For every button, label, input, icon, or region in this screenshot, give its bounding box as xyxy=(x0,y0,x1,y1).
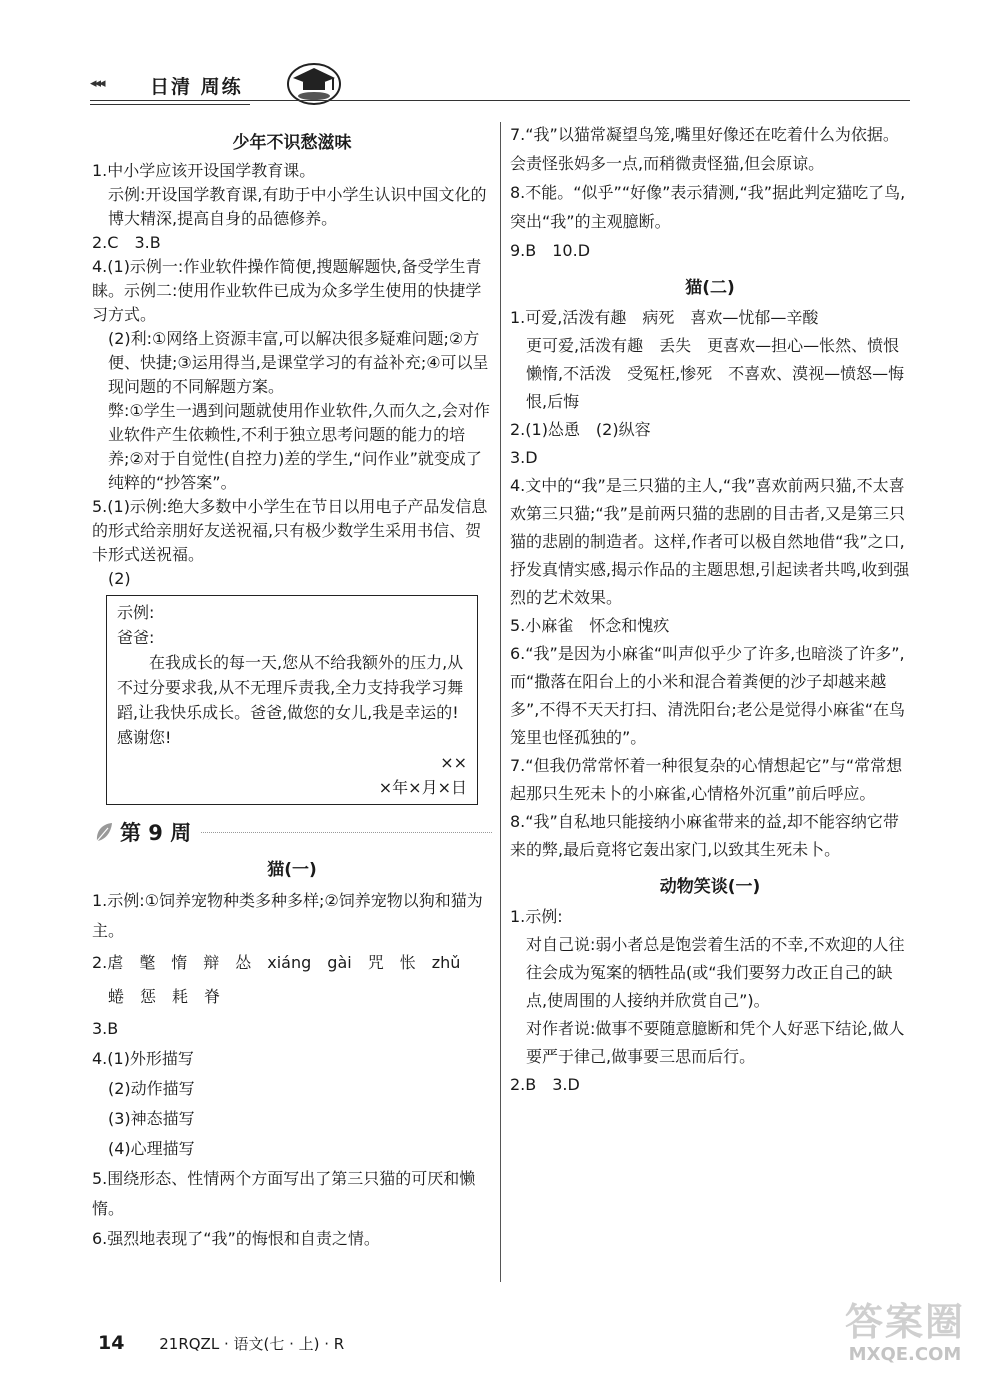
answer-item: 2.虐 氅 惰 辩 怂 xiáng gài 咒 怅 zhǔ xyxy=(92,953,461,972)
answer-item: 2.(1)怂恿 (2)纵容 xyxy=(510,420,651,439)
letter-label: 示例: xyxy=(117,603,155,622)
page-header xyxy=(90,68,910,108)
week-heading xyxy=(94,817,492,847)
answer-item: 5.围绕形态、性情两个方面写出了第三只猫的可厌和懒惰。 xyxy=(92,1169,476,1218)
answer-item: 4.(1)示例一:作业软件操作简便,搜题解题快,备受学生青睐。示例二:使用作业软件已成为众多学生使用的快捷学习方式。 xyxy=(92,257,482,324)
answer-item: 1.可爱,活泼有趣 病死 喜欢—忧郁—辛酸 xyxy=(510,308,819,327)
answer-item: 示例:开设国学教育课,有助于中小学生认识中国文化的博大精深,提高自身的品德修养。 xyxy=(108,185,487,228)
header-rule xyxy=(90,100,910,101)
answer-item: 5.小麻雀 怀念和愧疚 xyxy=(510,616,670,635)
header-rule-short xyxy=(90,104,250,105)
answer-item: 3.D xyxy=(510,448,538,467)
answer-item: 8.不能。“似乎”“好像”表示猜测,“我”据此判定猫吃了鸟,突出“我”的主观臆断。 xyxy=(510,183,906,231)
answer-item: 9.B 10.D xyxy=(510,241,591,260)
answer-item: 蜷 惩 耗 脊 xyxy=(108,987,221,1006)
answer-item: 1.示例:①饲养宠物种类多种多样;②饲养宠物以狗和猫为主。 xyxy=(92,891,483,940)
answer-item: (2)利:①网络上资源丰富,可以解决很多疑难问题;②方便、快捷;③运用得当,是课堂学习的有益补充;④可以呈现问题的不同解题方案。 xyxy=(108,329,489,396)
letter-body: 在我成长的每一天,您从不给我额外的压力,从不过分要求我,从不无理斥责我,全力支持我学习舞蹈,让我快乐成长。爸爸,做您的女儿,我是幸运的!感谢您! xyxy=(117,653,464,747)
answer-item: 5.(1)示例:绝大多数中小学生在节日以用电子产品发信息的形式给亲朋好友送祝福,只有极少数学生采用书信、贺卡形式送祝福。 xyxy=(92,497,488,564)
answer-item: 1.中小学应该开设国学教育课。 xyxy=(92,161,316,180)
sample-letter-box xyxy=(106,595,478,805)
answer-item: 6.强烈地表现了“我”的悔恨和自责之情。 xyxy=(92,1229,380,1248)
answer-item: (2)动作描写 xyxy=(108,1079,195,1098)
answer-item: 7.“我”以猫常凝望鸟笼,嘴里好像还在吃着什么为依据。会责怪张妈多一点,而稍微责怪猫,但会原谅。 xyxy=(510,125,899,173)
section-title: 猫(二) xyxy=(685,278,735,298)
left-column xyxy=(92,120,492,1254)
column-divider xyxy=(500,122,501,1282)
section-title: 动物笑谈(一) xyxy=(659,877,761,897)
letter-date: ×年×月×日 xyxy=(378,778,467,797)
page-footer xyxy=(98,1332,344,1354)
section-title: 猫(一) xyxy=(267,860,317,880)
header-arrows: ◂◂◂ xyxy=(90,76,104,91)
leaf-icon xyxy=(94,821,114,843)
answer-item: 3.B xyxy=(92,1019,119,1038)
answer-item: 7.“但我仍常常怀着一种很复杂的心情想起它”与“常常想起那只生死未卜的小麻雀,心情格外沉重”前后呼应。 xyxy=(510,756,903,803)
answer-item: (3)神态描写 xyxy=(108,1109,195,1128)
right-column xyxy=(510,120,910,1099)
watermark-logo: 答案圈 xyxy=(844,1300,965,1344)
answer-item: 2.B 3.D xyxy=(510,1075,580,1094)
answer-item: 1.示例: xyxy=(510,907,563,926)
graduation-cap-logo-icon xyxy=(285,56,343,106)
watermark-url: MXQE.COM xyxy=(848,1344,962,1365)
watermark xyxy=(830,1300,980,1380)
page-number: 14 xyxy=(98,1332,125,1354)
header-title: 日清 周练 xyxy=(150,76,243,98)
section-title: 少年不识愁滋味 xyxy=(232,133,352,153)
answer-item: 懒惰,不活泼 受冤枉,惨死 不喜欢、漠视—愤怒—悔恨,后悔 xyxy=(526,364,905,411)
letter-salutation: 爸爸: xyxy=(117,628,155,647)
week-title: 第 9 周 xyxy=(120,821,192,845)
answer-item: 更可爱,活泼有趣 丢失 更喜欢—担心—怅然、愤恨 xyxy=(526,336,900,355)
answer-item: 8.“我”自私地只能接纳小麻雀带来的益,却不能容纳它带来的弊,最后竟将它轰出家门,以致其生死未卜。 xyxy=(510,812,899,859)
answer-item: 4.文中的“我”是三只猫的主人,“我”喜欢前两只猫,不太喜欢第三只猫;“我”是前两只猫的悲剧的目击者,又是第三只猫的悲剧的制造者。这样,作者可以极自然地借“我”之口,抒发真情实感,揭示作品的主题思想,引起读者共鸣,收到强烈的艺术效果。 xyxy=(510,476,910,607)
book-code: 21RQZL · 语文(七 · 上) · R xyxy=(159,1335,345,1353)
letter-signature: ×× xyxy=(440,753,467,772)
answer-item: 对自己说:弱小者总是饱尝着生活的不幸,不欢迎的人往往会成为冤案的牺牲品(或“我们要努力改正自己的缺点,使周围的人接纳并欣赏自己”)。 xyxy=(526,935,905,1010)
answer-item: 6.“我”是因为小麻雀“叫声似乎少了许多,也暗淡了许多”,而“撒落在阳台上的小米和混合着粪便的沙子却越来越多”,不得不天天打扫、清洗阳台;老公是觉得小麻雀“在鸟笼里也怪孤独的”。 xyxy=(510,644,906,747)
answer-item: 4.(1)外形描写 xyxy=(92,1049,194,1068)
answer-item: 对作者说:做事不要随意臆断和凭个人好恶下结论,做人要严于律己,做事要三思而后行。 xyxy=(526,1019,905,1066)
answer-item: (2) xyxy=(108,569,131,588)
week-rule xyxy=(201,832,492,833)
answer-item: (4)心理描写 xyxy=(108,1139,195,1158)
answer-item: 弊:①学生一遇到问题就使用作业软件,久而久之,会对作业软件产生依赖性,不利于独立思考问题的能力的培养;②对于自觉性(自控力)差的学生,“问作业”就变成了纯粹的“抄答案”。 xyxy=(108,401,490,492)
answer-item: 2.C 3.B xyxy=(92,233,161,252)
